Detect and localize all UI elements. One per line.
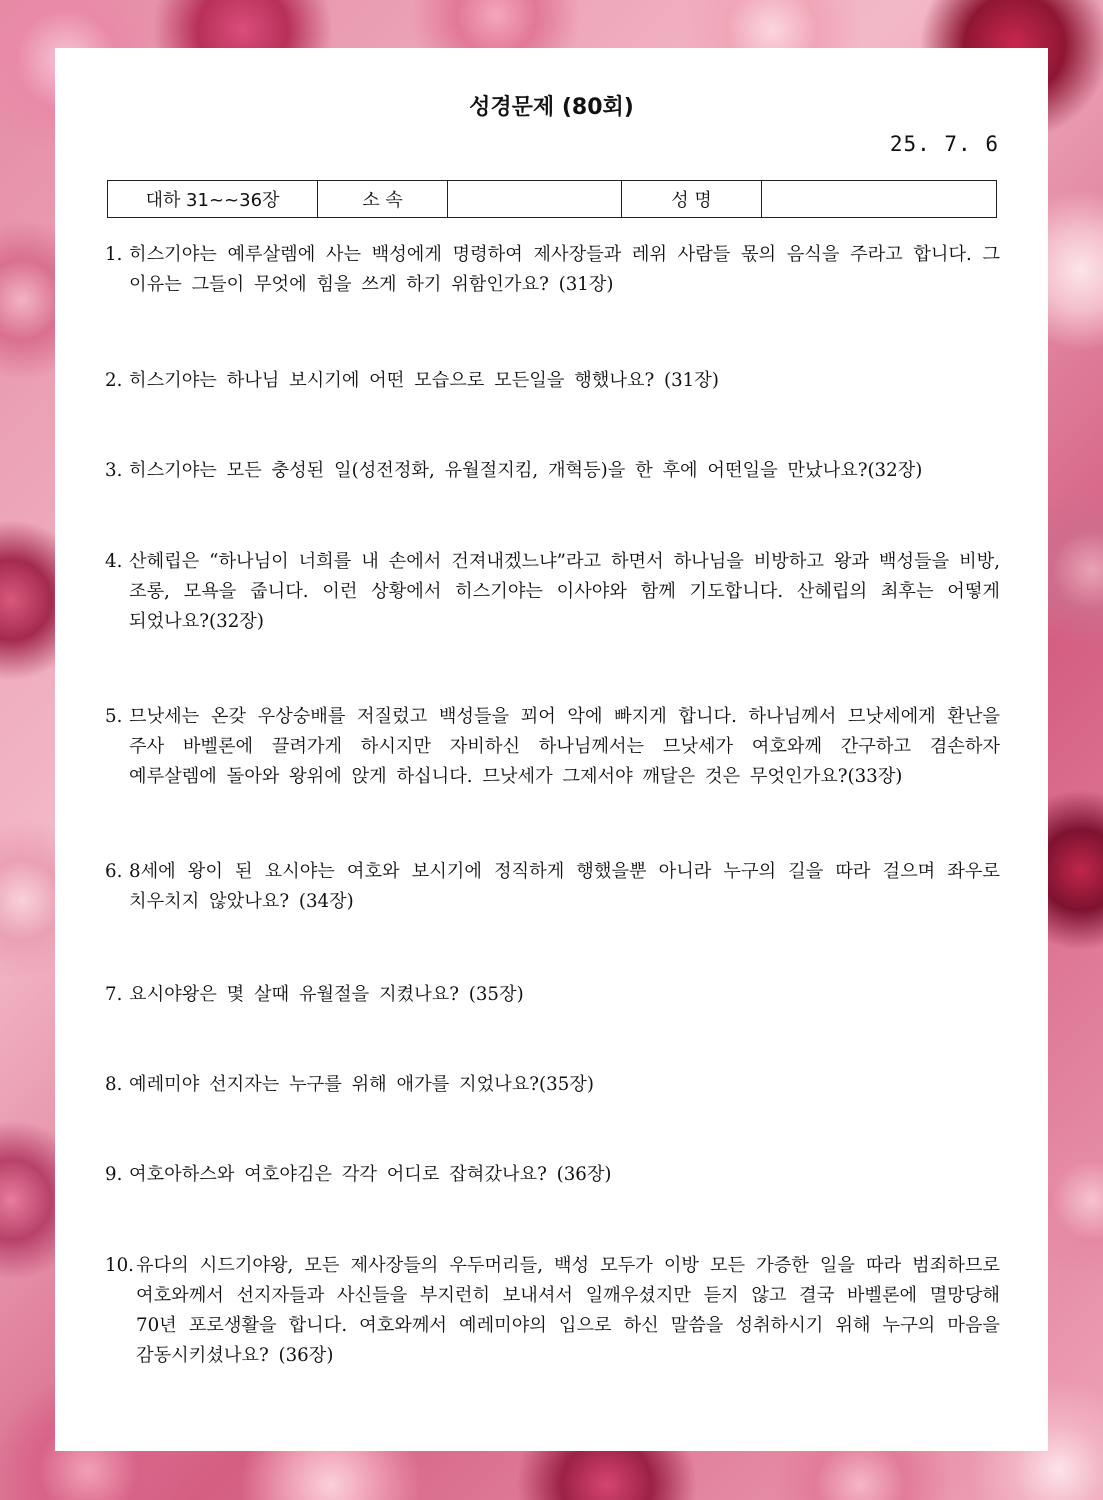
question-number: 2. bbox=[105, 370, 123, 391]
question-item bbox=[105, 702, 1000, 792]
name-label: 성 명 bbox=[622, 181, 762, 218]
question-item bbox=[105, 1251, 1000, 1371]
question-item bbox=[105, 240, 1000, 300]
question-text: 히스기야는 예루살렘에 사는 백성에게 명령하여 제사장들과 레위 사람들 몫의 음식을 주라고 합니다. 그 이유는 그들이 무엇에 힘을 쓰게 하기 위함인가요? (31장) bbox=[129, 244, 1000, 295]
page-title: 성경문제 (80회) bbox=[469, 95, 634, 120]
question-number: 1. bbox=[105, 244, 123, 265]
question-text: 산헤립은 “하나님이 너희를 내 손에서 건져내겠느냐”라고 하면서 하나님을 비방하고 왕과 백성들을 비방, 조롱, 모욕을 줍니다. 이런 상황에서 히스기야는 이사야와 함께 기도합니다. 산헤립의 최후는 어떻게 되었나요?(32장) bbox=[129, 551, 1000, 632]
header-info-table bbox=[107, 180, 997, 218]
question-text: 요시야왕은 몇 살때 유월절을 지켰나요? (35장) bbox=[129, 984, 524, 1005]
question-item bbox=[105, 1070, 1000, 1100]
question-number: 9. bbox=[105, 1164, 123, 1185]
question-text: 므낫세는 온갖 우상숭배를 저질렀고 백성들을 꾀어 악에 빠지게 합니다. 하나님께서 므낫세에게 환난을 주사 바벨론에 끌려가게 하시지만 자비하신 하나님께서는 므낫세가 여호와께 간구하고 겸손하자 예루살렘에 돌아와 왕위에 앉게 하십니다. 므낫세가 그제서야 깨달은 것은 무엇인가요?(33장) bbox=[129, 706, 1000, 787]
question-number: 3. bbox=[105, 460, 123, 481]
question-number: 10. bbox=[105, 1255, 134, 1276]
question-text: 8세에 왕이 된 요시야는 여호와 보시기에 정직하게 행했을뿐 아니라 누구의 길을 따라 걸으며 좌우로 치우치지 않았나요? (34장) bbox=[129, 861, 1000, 912]
question-text: 여호아하스와 여호야김은 각각 어디로 잡혀갔나요? (36장) bbox=[129, 1164, 612, 1185]
date-label: 25. 7. 6 bbox=[889, 132, 999, 156]
question-number: 4. bbox=[105, 551, 123, 572]
affiliation-field[interactable] bbox=[448, 181, 622, 218]
question-item bbox=[105, 456, 1000, 486]
question-number: 6. bbox=[105, 861, 123, 882]
name-field[interactable] bbox=[762, 181, 997, 218]
question-text: 유다의 시드기야왕, 모든 제사장들의 우두머리들, 백성 모두가 이방 모든 가증한 일을 따라 범죄하므로 여호와께서 선지자들과 사신들을 부지런히 보내셔서 일깨우셨지만 듣지 않고 결국 바벨론에 멸망당해 70년 포로생활을 합니다. 여호와께서 예레미야의 입으로 하신 말씀을 성취하시기 위해 누구의 마음을 감동시키셨나요? (36장) bbox=[136, 1255, 1000, 1366]
question-text: 히스기야는 하나님 보시기에 어떤 모습으로 모든일을 행했나요? (31장) bbox=[129, 370, 719, 391]
worksheet-page bbox=[55, 48, 1048, 1451]
affiliation-label: 소 속 bbox=[318, 181, 448, 218]
question-item bbox=[105, 547, 1000, 637]
question-number: 8. bbox=[105, 1074, 123, 1095]
question-item bbox=[105, 857, 1000, 917]
question-item bbox=[105, 366, 1000, 396]
question-text: 히스기야는 모든 충성된 일(성전정화, 유월절지킴, 개혁등)을 한 후에 어떤일을 만났나요?(32장) bbox=[129, 460, 923, 481]
question-text: 예레미야 선지자는 누구를 위해 애가를 지었나요?(35장) bbox=[129, 1074, 594, 1095]
header-info-row bbox=[108, 181, 997, 218]
question-item bbox=[105, 980, 1000, 1010]
question-number: 7. bbox=[105, 984, 123, 1005]
scope-cell: 대하 31~~36장 bbox=[108, 181, 318, 218]
question-item bbox=[105, 1160, 1000, 1190]
question-number: 5. bbox=[105, 706, 123, 727]
